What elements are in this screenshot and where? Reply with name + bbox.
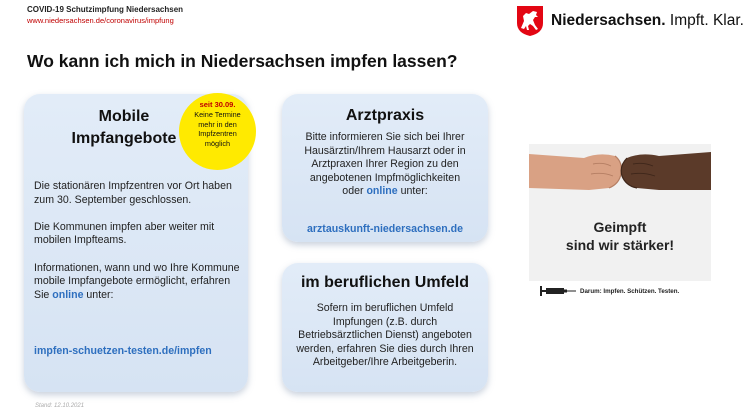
poster-tagline: Darum: Impfen. Schützen. Testen.: [580, 288, 680, 295]
mobile-para1: Die stationären Impfzentren vor Ort haben zum 30. September geschlossen.: [34, 180, 232, 206]
impfen-schuetzen-testen-link[interactable]: impfen-schuetzen-testen.de/impfen: [34, 345, 212, 357]
beruf-line4: werden, erfahren Sie dies durch Ihren: [296, 342, 474, 355]
arztpraxis-text: [282, 131, 488, 199]
badge-line4: möglich: [204, 138, 231, 148]
logo-brand: Niedersachsen.: [551, 12, 666, 29]
arztauskunft-link[interactable]: arztauskunft-niedersachsen.de: [306, 223, 463, 235]
header-url[interactable]: www.niedersachsen.de/coronavirus/impfung: [27, 16, 174, 25]
badge-line1: Keine Termine: [194, 110, 241, 119]
poster-slogan: [529, 218, 711, 254]
slogan-line1: Geimpft: [593, 219, 647, 235]
online-highlight: online: [366, 185, 398, 198]
arzt-line4: angebotenen Impfmöglichkeiten: [309, 171, 461, 184]
stand-date: Stand: 12.10.2021: [35, 403, 85, 409]
beruflich-title: im beruflichen Umfeld: [300, 274, 470, 291]
mobile-card-text: [34, 180, 244, 316]
arztpraxis-card: [282, 94, 488, 242]
arztpraxis-title: Arztpraxis: [345, 107, 425, 124]
mobile-title-line2: Impfangebote: [71, 130, 177, 147]
logo-slogan: Impft. Klar.: [665, 12, 744, 29]
arzt-line5: oder online unter:: [342, 185, 428, 198]
beruflich-card: [282, 263, 488, 392]
horse-coat-of-arms-icon: [516, 5, 544, 37]
syringe-icon: [538, 284, 576, 298]
beruf-line3: Betriebsärztlichen Dienst) angeboten: [298, 329, 472, 342]
arzt-line3: Arztpraxen Ihrer Region zu den: [311, 158, 459, 171]
online-highlight: online: [52, 288, 84, 301]
niedersachsen-logo: [516, 5, 744, 37]
arzt-line2: Hausärztin/Ihrem Hausarzt oder in: [304, 144, 466, 157]
badge-date: seit 30.09.: [199, 100, 236, 109]
header-title: COVID-19 Schutzimpfung Niedersachsen: [27, 5, 184, 14]
mobile-para3: [34, 262, 244, 303]
mobile-para2: Die Kommunen impfen aber weiter mit mobilen Impfteams.: [34, 220, 215, 247]
notice-badge: [179, 93, 256, 170]
fist-bump-poster: [529, 144, 711, 281]
fist-bump-image: [529, 144, 711, 281]
slogan-line2: sind wir stärker!: [565, 237, 675, 253]
badge-line2: mehr in den: [198, 119, 237, 129]
mobile-title-line1: Mobile: [98, 108, 150, 125]
beruf-line2: Impfungen (z.B. durch: [332, 315, 438, 328]
logo-text: [551, 12, 744, 30]
beruf-line5: Arbeitgeber/Ihre Arbeitgeberin.: [312, 356, 458, 369]
badge-line3: Impfzentren: [198, 129, 237, 139]
beruflich-text: [282, 302, 488, 370]
page-title: Wo kann ich mich in Niedersachsen impfen lassen?: [27, 51, 458, 71]
mobile-para3-before: Informationen, wann und wo Ihre Kommune mobile Impfangebote ermöglicht, erfahren Sie: [34, 261, 240, 301]
beruf-line1: Sofern im beruflichen Umfeld: [316, 302, 454, 314]
mobile-para3-after: unter:: [83, 288, 114, 301]
arzt-line1: Bitte informieren Sie sich bei Ihrer: [305, 131, 465, 143]
arztauskunft-link-wrap: [282, 219, 488, 237]
